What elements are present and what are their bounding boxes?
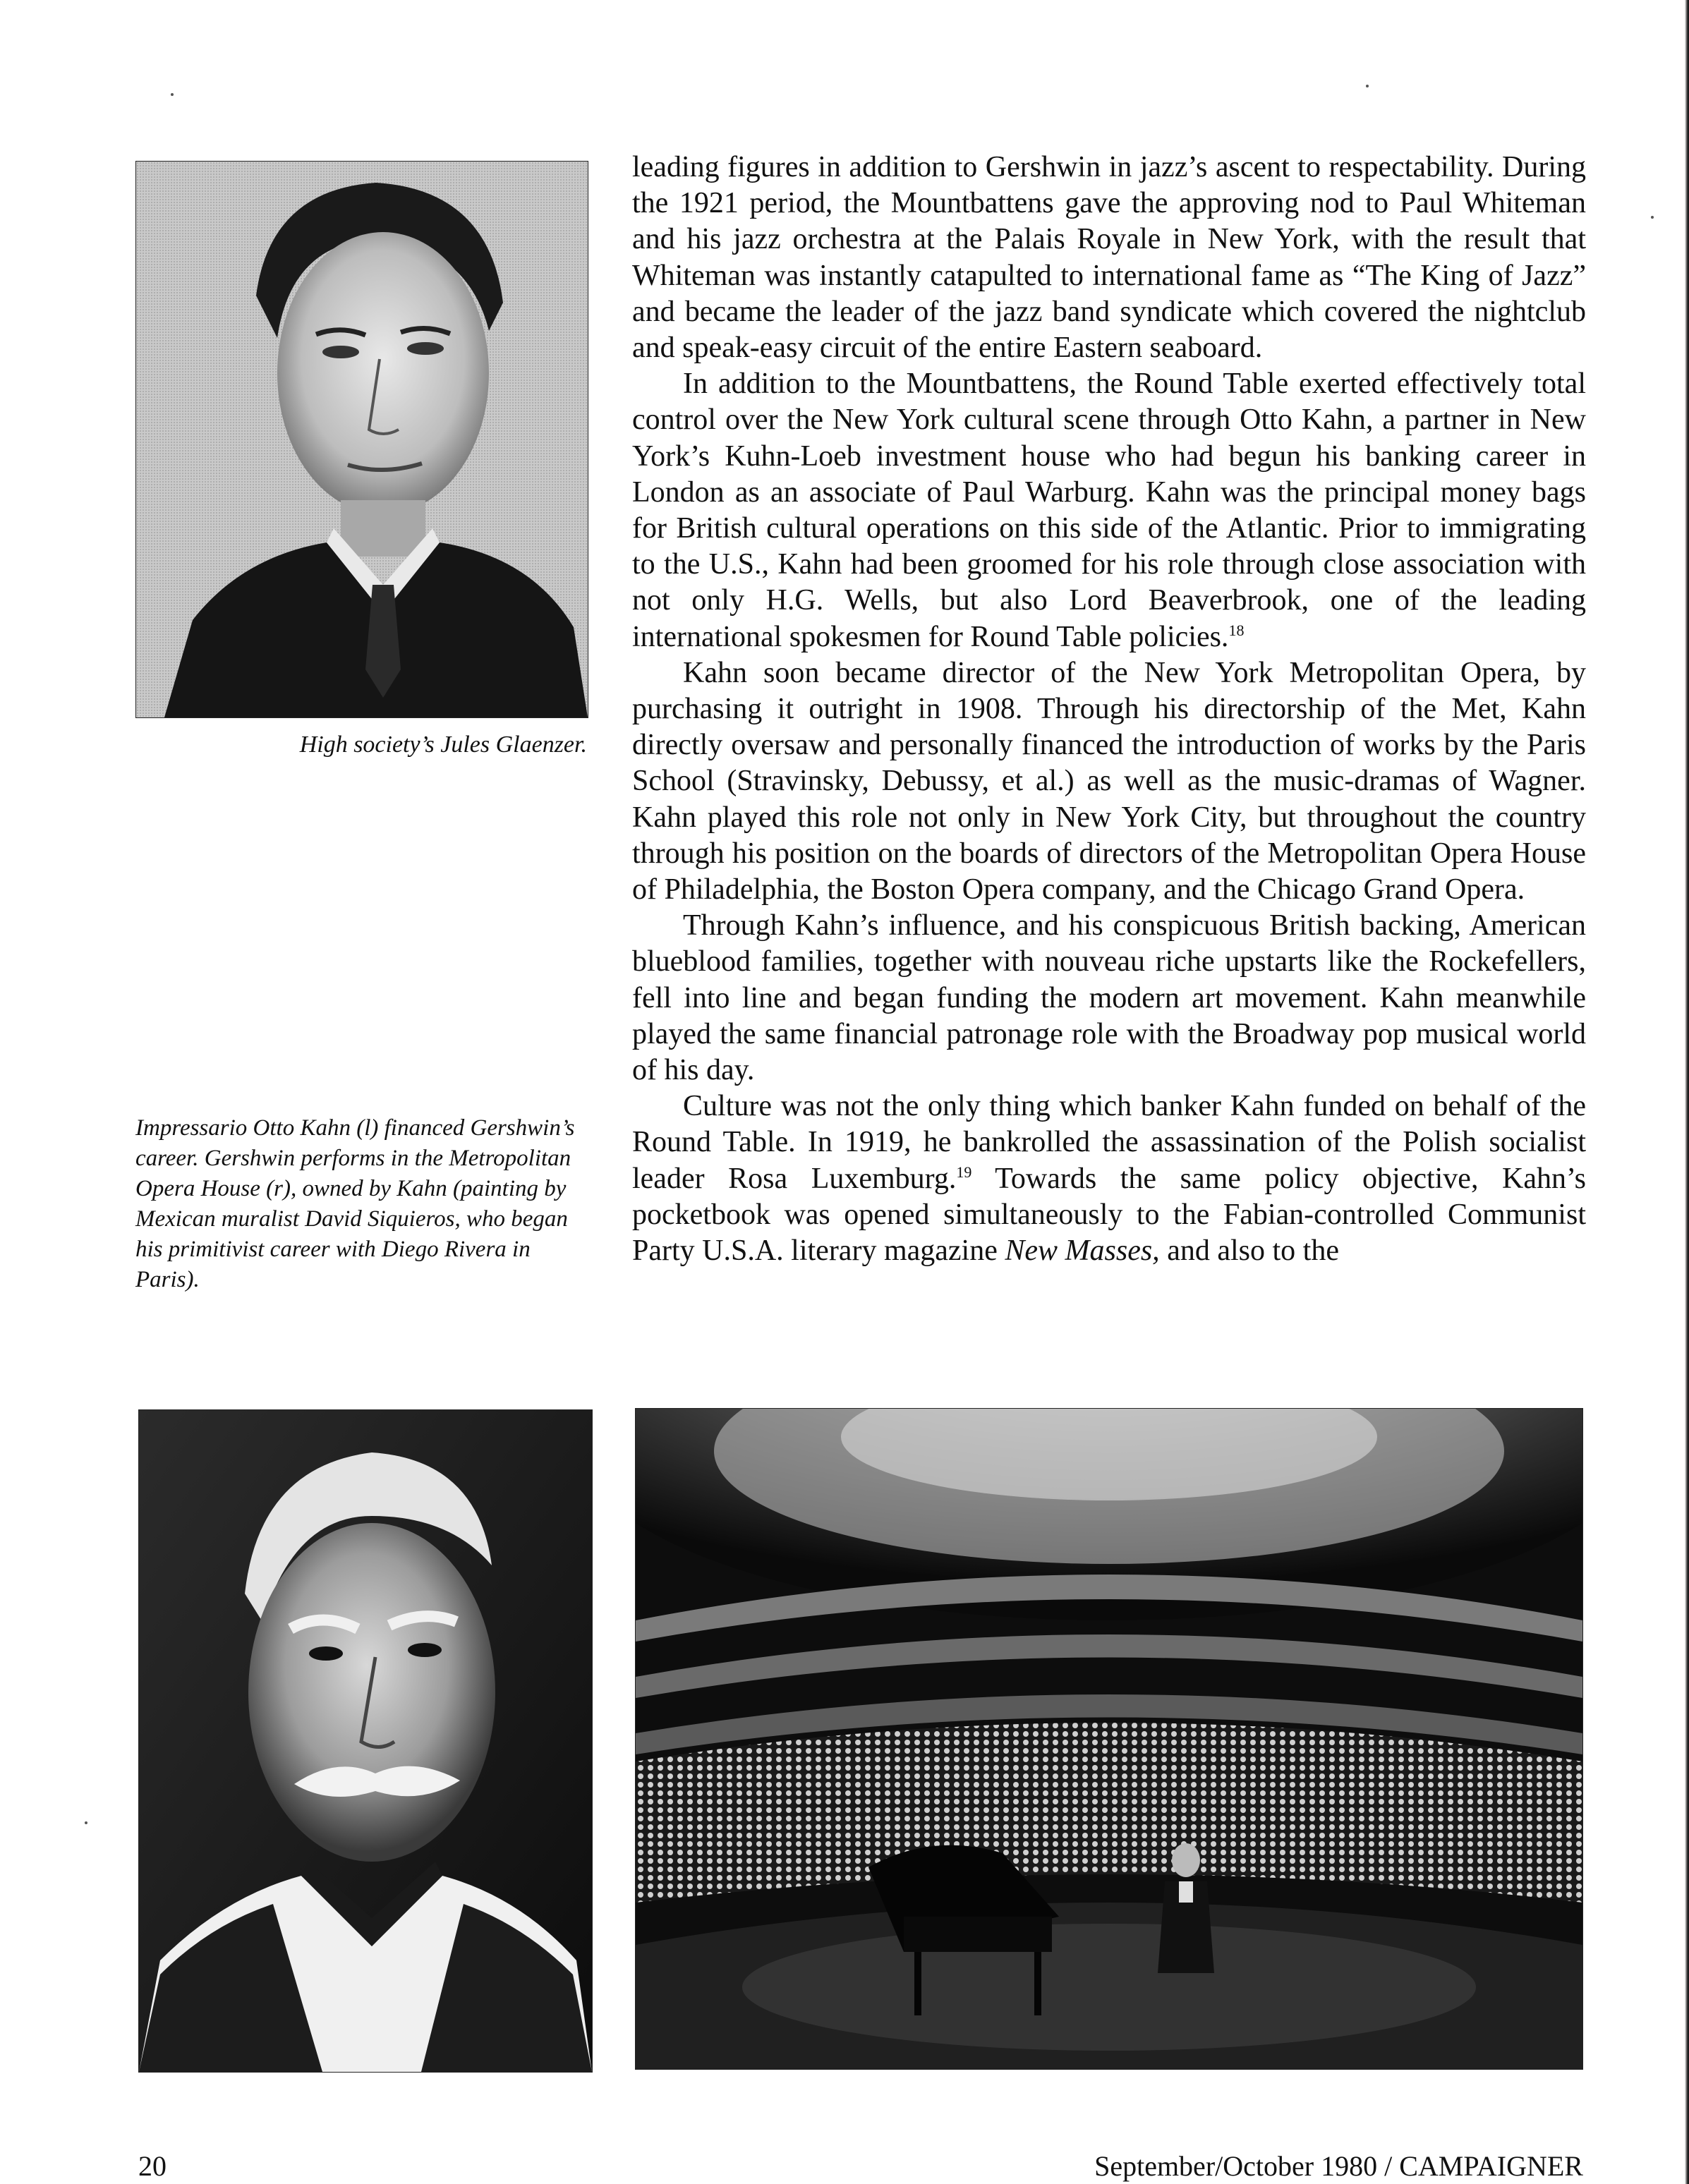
footer-issue-line: September/October 1980 / CAMPAIGNER <box>1094 2150 1583 2182</box>
magazine-title-new-masses: New Masses, <box>1005 1234 1160 1268</box>
caption-kahn-opera: Impressario Otto Kahn (l) financed Gershwin’s career. Gershwin performs in the Metropolitan Opera House (r), owned by Kahn (painting by Mexican muralist David Siquieros, who began his primitivist career with Diego Rivera in Paris). <box>135 1115 575 1292</box>
article-paragraph-3: Kahn soon became director of the New York Metropolitan Opera, by purchasing it outright in 1908. Through his directorship of the Met, Kahn directly oversaw and personally financed the introduction of works by the Paris School (Stravinsky, Debussy, et al.) as well as the music-dramas of Wagner. Kahn played this role not only in New York City, but throughout the country through his position on the boards of directors of the Metropolitan Opera House of Philadelphia, the Boston Opera company, and the Chicago Grand Opera. <box>632 656 1586 906</box>
paragraph-2-text: In addition to the Mountbattens, the Round Table exerted effectively total control over the New York cultural scene through Otto Kahn, a partner in New York’s Kuhn-Loeb investment house who had begun his banking career in London as an associate of Paul Warburg. Kahn was the principal money bags for British cultural operations on this side of the Atlantic. Prior to immigrating to the U.S., Kahn had been groomed for his role through close association with not only H.G. Wells, but also Lord Beaverbrook, one of the leading international spokesmen for Round Table policies. <box>632 368 1586 653</box>
scan-speck <box>85 1821 87 1824</box>
portrait-glaenzer-image <box>136 162 588 717</box>
photo-otto-kahn <box>138 1409 593 2073</box>
scan-speck <box>1366 85 1369 87</box>
photo-opera-house-painting <box>635 1408 1583 2070</box>
scan-speck <box>1651 216 1654 219</box>
paragraph-5-text-before: Culture was not the only thing which banker Kahn funded on behalf of the Round Table. In 1919, he bankrolled the assassination of the Polish socialist leader Rosa Luxemburg. <box>632 1090 1586 1195</box>
scan-speck <box>171 93 174 96</box>
article-paragraph-2 <box>632 366 1586 655</box>
paragraph-5-text-middle: Towards the same policy objective, Kahn’s pocketbook was opened simultaneously to the Fabian-controlled Communist Party U.S.A. literary magazine <box>632 1162 1586 1268</box>
page-number: 20 <box>138 2150 167 2182</box>
opera-house-image <box>636 1409 1582 2069</box>
portrait-kahn-image <box>139 1410 592 2072</box>
scan-edge-line <box>1685 0 1689 2184</box>
footnote-18: 18 <box>1228 621 1245 639</box>
caption-glaenzer: High society’s Jules Glaenzer. <box>299 732 587 758</box>
article-paragraph-4: Through Kahn’s influence, and his conspicuous British backing, American blueblood families, together with nouveau riche upstarts like the Rockefellers, fell into line and began funding the modern art movement. Kahn meanwhile played the same financial patronage role with the Broadway pop musical world of his day. <box>632 909 1586 1087</box>
footnote-19: 19 <box>956 1163 972 1181</box>
article-paragraph-1: leading figures in addition to Gershwin in jazz’s ascent to respectability. During the 1921 period, the Mountbattens gave the approving nod to Paul Whiteman and his jazz orchestra at the Palais Royale in New York, with the result that Whiteman was instantly catapulted to international fame as “The King of Jazz” and became the leader of the jazz band syndicate which covered the nightclub and speak-easy circuit of the entire Eastern seaboard. <box>632 151 1586 365</box>
article-paragraph-5 <box>632 1088 1586 1269</box>
article-body <box>632 150 1586 1269</box>
paragraph-5-text-after: and also to the <box>1159 1234 1339 1268</box>
photo-jules-glaenzer <box>135 161 588 718</box>
